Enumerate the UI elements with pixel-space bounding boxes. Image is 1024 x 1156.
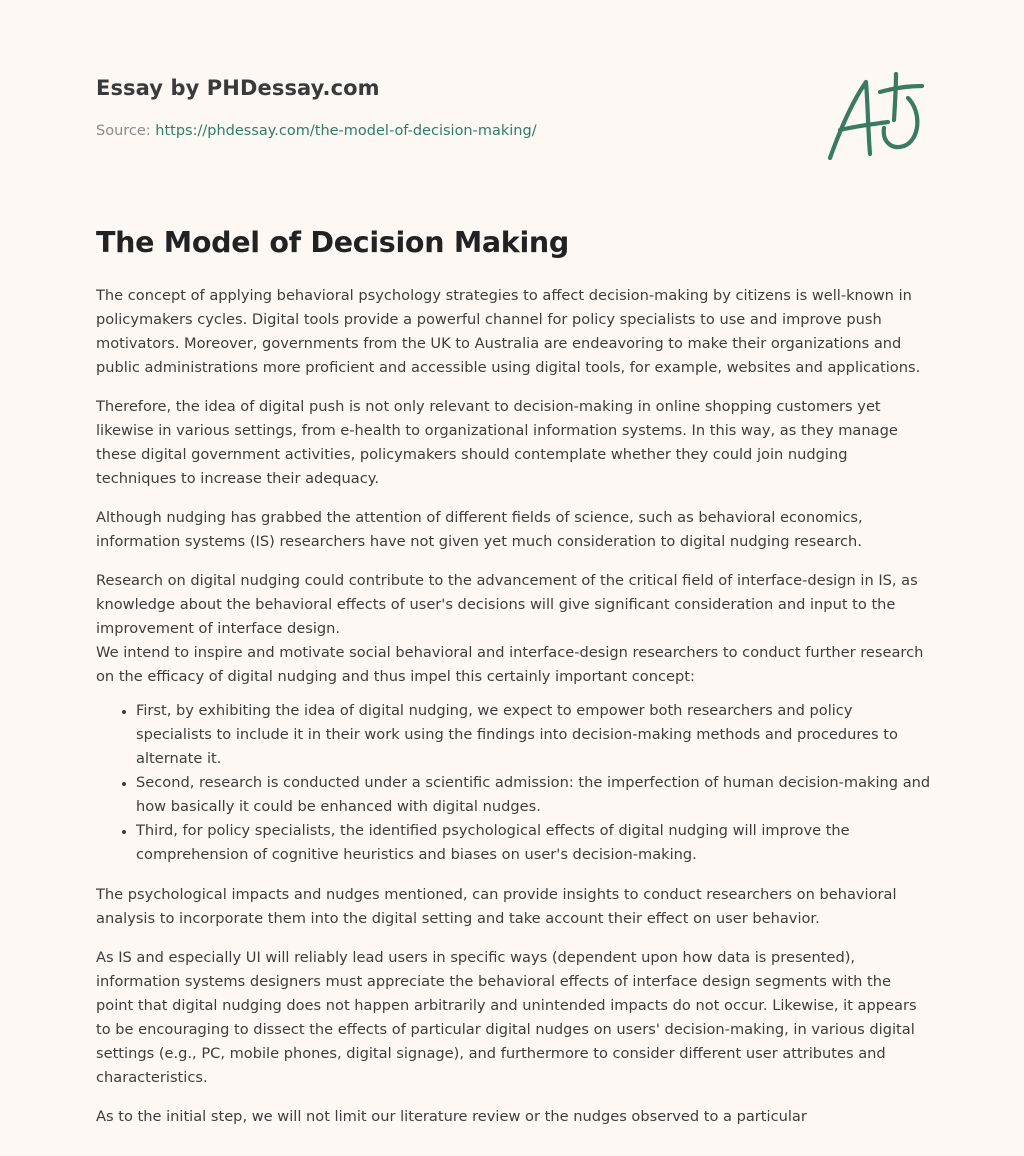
source-link[interactable]: https://phdessay.com/the-model-of-decision-making/ <box>155 123 537 139</box>
essay-title: The Model of Decision Making <box>96 226 570 259</box>
logo-a-stroke <box>830 82 870 158</box>
essay-paragraph: Research on digital nudging could contribute to the advancement of the critical field of interface-design in IS, as knowledge about the behavioral effects of user's decisions will give significant consideration and input to the improvement of interface design. <box>96 572 918 637</box>
essay-paragraph: As to the initial step, we will not limit our literature review or the nudges observed to a particular <box>96 1108 807 1125</box>
essay-body <box>96 284 932 1144</box>
logo-plus-horizontal <box>880 86 922 92</box>
essay-paragraph: We intend to inspire and motivate social behavioral and interface-design researchers to conduct further research on the efficacy of digital nudging and thus impel this certainly important concept: <box>96 644 924 685</box>
list-item: • First, by exhibiting the idea of digital nudging, we expect to empower both researchers and policy specialists to include it in their work using the findings into decision-making methods and procedures to alternate it. <box>136 699 932 771</box>
essay-paragraph: The psychological impacts and nudges mentioned, can provide insights to conduct researchers on behavioral analysis to incorporate them into the digital setting and take account their effect on user behavior. <box>96 886 897 927</box>
list-item: • Third, for policy specialists, the identified psychological effects of digital nudging will improve the comprehension of cognitive heuristics and biases on user's decision-making. <box>136 819 932 867</box>
logo-a-crossbar <box>840 122 888 130</box>
list-item: • Second, research is conducted under a scientific admission: the imperfection of human decision-making and how basically it could be enhanced with digital nudges. <box>136 771 932 819</box>
source-line <box>96 123 537 139</box>
a-plus-logo-icon <box>822 68 926 164</box>
source-label: Source: <box>96 123 151 139</box>
essay-bullet-list <box>96 699 932 867</box>
essay-paragraph: Therefore, the idea of digital push is not only relevant to decision-making in online shopping customers yet likewise in various settings, from e-health to organizational information systems. In this way, as they manage these digital government activities, policymakers should contemplate whether they could join nudging techniques to increase their adequacy. <box>96 398 898 487</box>
essay-paragraph: The concept of applying behavioral psychology strategies to affect decision-making by citizens is well-known in policymakers cycles. Digital tools provide a powerful channel for policy specialists to use and improve push motivators. Moreover, governments from the UK to Australia are endeavoring to make their organizations and public administrations more proficient and accessible using digital tools, for example, websites and applications. <box>96 287 921 376</box>
site-label: Essay by PHDessay.com <box>96 76 380 100</box>
logo-plus-vertical <box>894 74 896 120</box>
essay-paragraph: Although nudging has grabbed the attention of different fields of science, such as behavioral economics, information systems (IS) researchers have not given yet much consideration to digital nudging research. <box>96 509 863 550</box>
essay-paragraph: As IS and especially UI will reliably lead users in specific ways (dependent upon how data is presented), information systems designers must appreciate the behavioral effects of interface design segments with the point that digital nudging does not happen arbitrarily and unintended impacts do not occur. Likewise, it appears to be encouraging to dissect the effects of particular digital nudges on users' decision-making, in various digital settings (e.g., PC, mobile phones, digital signage), and furthermore to consider different user attributes and characteristics. <box>96 949 917 1086</box>
